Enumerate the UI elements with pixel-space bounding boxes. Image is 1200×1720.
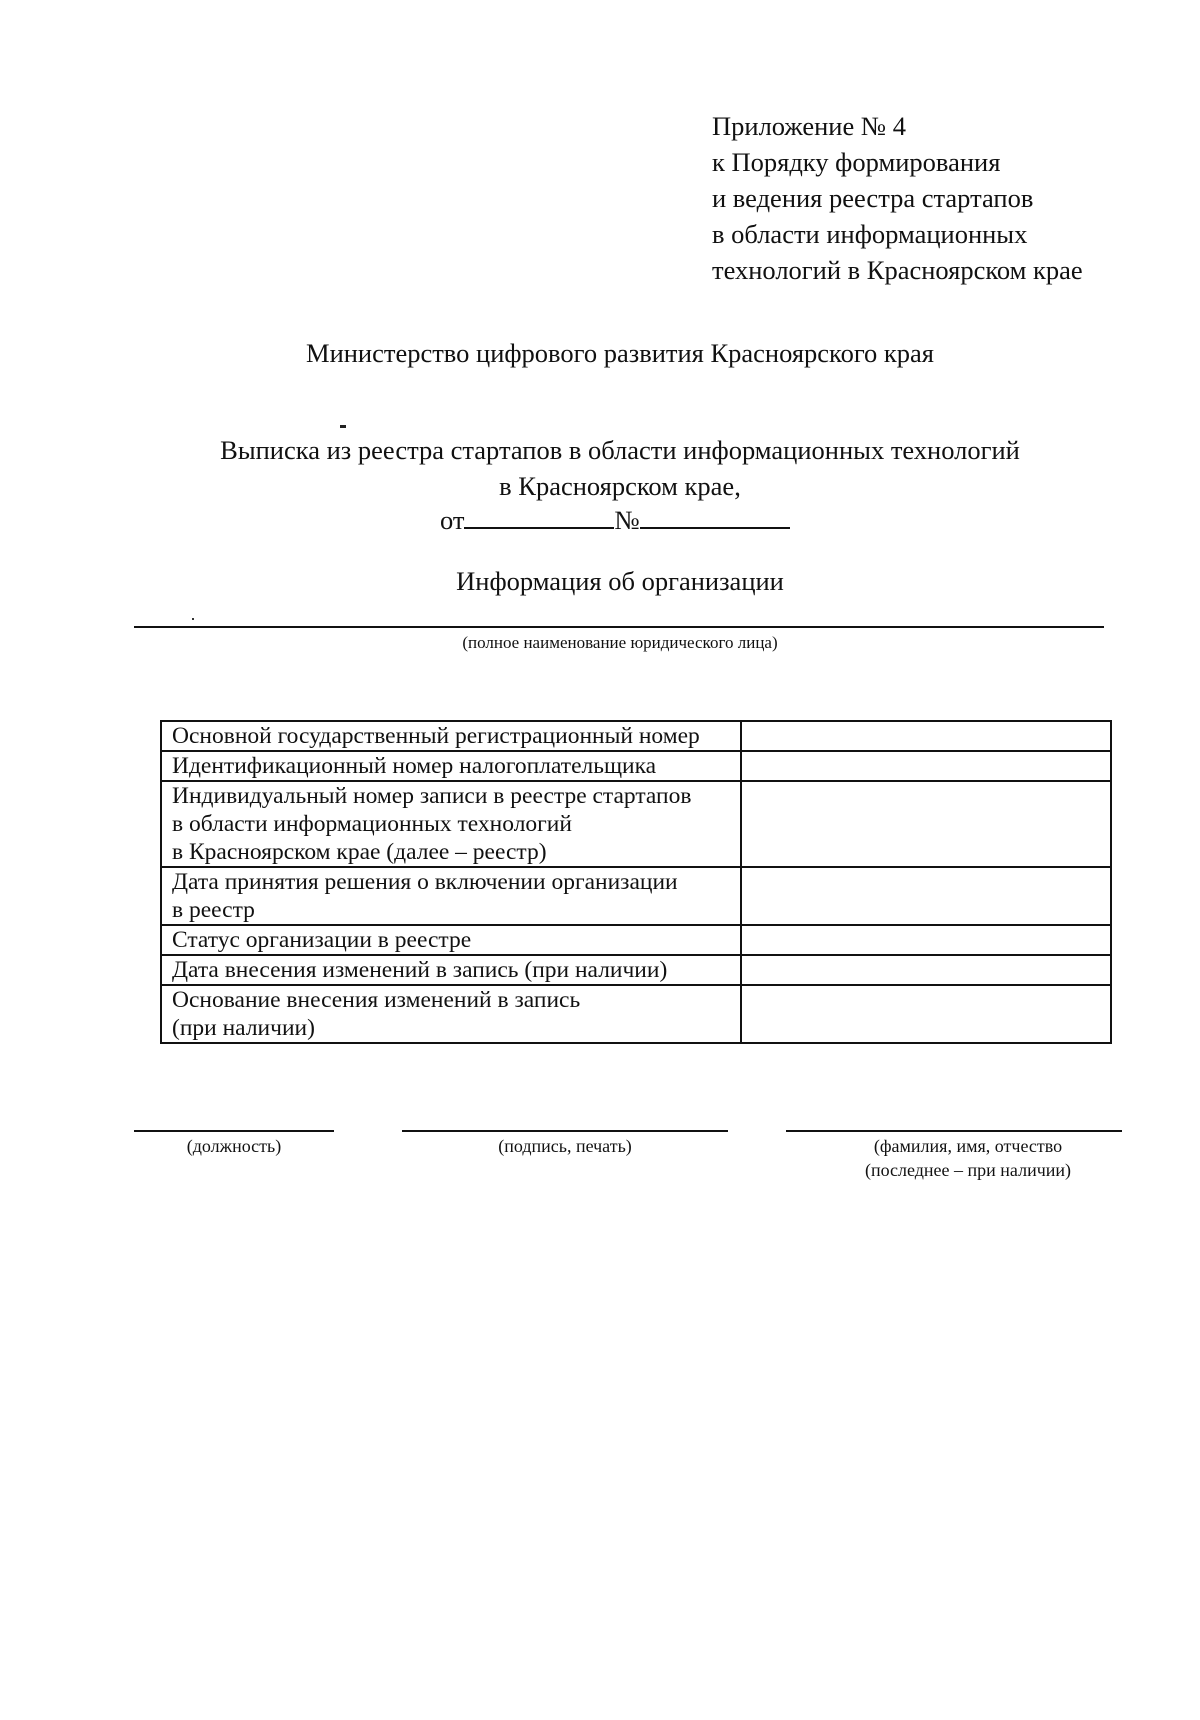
fullname-caption-line-2: (последнее – при наличии) — [864, 1160, 1072, 1180]
table-row-value — [741, 867, 1111, 925]
signature-caption: (подпись, печать) — [498, 1136, 632, 1156]
ministry-name: Министерство цифрового развития Красноярского края — [306, 338, 934, 368]
date-number-line — [440, 505, 790, 536]
table-row-label: Статус организации в реестре — [161, 925, 741, 955]
position-signature-line — [134, 1130, 334, 1132]
table-row-value — [741, 781, 1111, 867]
table-row — [161, 867, 1111, 925]
fullname-caption-line-1: (фамилия, имя, отчество — [873, 1136, 1063, 1156]
extract-title-line-1: Выписка из реестра стартапов в области информационных технологий — [220, 435, 1020, 465]
appendix-line-2: к Порядку формирования — [712, 147, 1001, 177]
from-label: от — [440, 505, 465, 535]
table-row-value — [741, 955, 1111, 985]
table-row — [161, 781, 1111, 867]
table-row-value — [741, 985, 1111, 1043]
table-row-label: Идентификационный номер налогоплательщика — [161, 751, 741, 781]
number-label: № — [614, 505, 640, 535]
table-row-value — [741, 721, 1111, 751]
extract-title-line-2: в Красноярском крае, — [499, 471, 741, 501]
table-row-label: Основание внесения изменений в запись (при наличии) — [161, 985, 741, 1043]
appendix-line-4: в области информационных — [712, 219, 1028, 249]
table-row — [161, 925, 1111, 955]
appendix-header — [712, 108, 1083, 288]
registry-info-table — [160, 720, 1112, 1044]
org-name-blank-line — [134, 626, 1104, 628]
table-row — [161, 985, 1111, 1043]
fullname-caption — [800, 1134, 1136, 1182]
appendix-line-5: технологий в Красноярском крае — [712, 255, 1083, 285]
table-row-label: Основной государственный регистрационный номер — [161, 721, 741, 751]
org-name-caption: (полное наименование юридического лица) — [462, 633, 778, 652]
scan-speck — [340, 425, 346, 428]
position-caption: (должность) — [186, 1136, 282, 1156]
fullname-signature-line — [786, 1130, 1122, 1132]
table-row-label: Дата принятия решения о включении организации в реестр — [161, 867, 741, 925]
org-info-heading: Информация об организации — [456, 566, 784, 596]
table-row — [161, 955, 1111, 985]
table-row — [161, 721, 1111, 751]
number-blank — [640, 505, 790, 529]
signature-line — [402, 1130, 728, 1132]
date-blank — [464, 505, 614, 529]
table-row-value — [741, 751, 1111, 781]
table-row — [161, 751, 1111, 781]
table-row-label: Дата внесения изменений в запись (при наличии) — [161, 955, 741, 985]
table-row-value — [741, 925, 1111, 955]
extract-title — [0, 432, 1200, 504]
appendix-line-3: и ведения реестра стартапов — [712, 183, 1034, 213]
appendix-line-1: Приложение № 4 — [712, 111, 907, 141]
scan-speck-small — [192, 618, 194, 620]
table-row-label: Индивидуальный номер записи в реестре стартапов в области информационных технологий в Красноярском крае (далее – реестр) — [161, 781, 741, 867]
